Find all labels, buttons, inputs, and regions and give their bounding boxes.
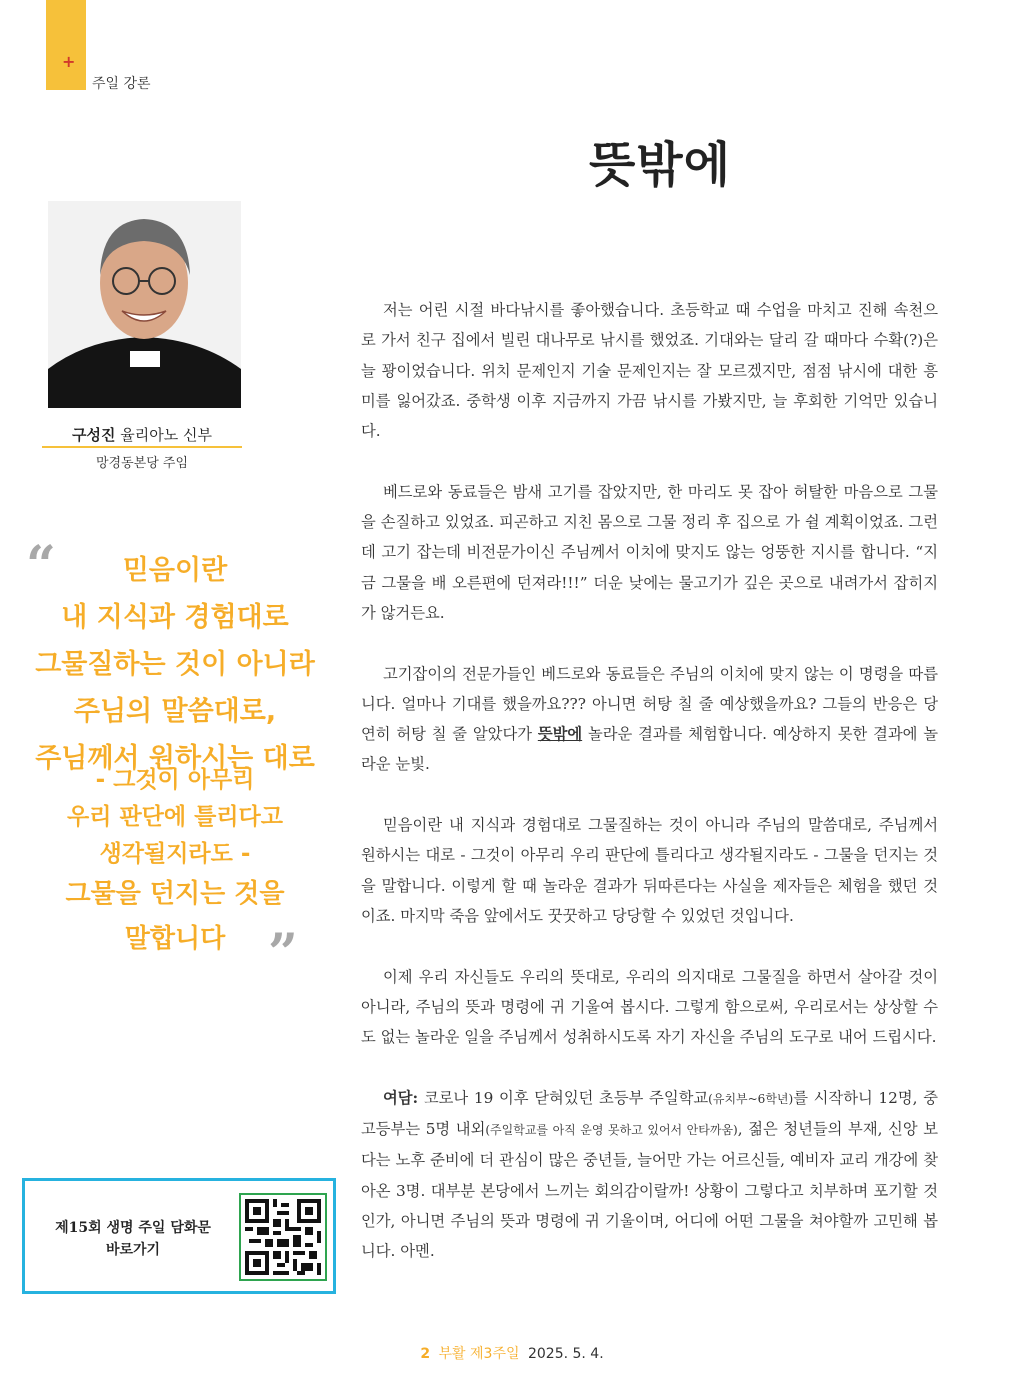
author-divider <box>42 446 242 448</box>
qr-link-text[interactable] <box>43 1217 223 1261</box>
afterword-paragraph <box>361 1083 938 1267</box>
pull-quote-line: 주님의 말씀대로, <box>73 696 277 727</box>
pull-quote-line: 내 지식과 경험대로 <box>61 602 289 633</box>
qr-code-icon[interactable] <box>239 1193 327 1281</box>
emphasis-text: 뜻밖에 <box>537 725 583 744</box>
author-name-text: 구성진 <box>72 426 116 444</box>
author-photo <box>48 201 241 408</box>
pull-quote-line: - 그것이 아무리 <box>95 767 255 793</box>
paragraph-3 <box>361 659 938 780</box>
open-quote-icon: “ <box>26 535 56 596</box>
pull-quote-aside <box>30 762 320 873</box>
page-number: 2 <box>420 1346 431 1362</box>
paragraph-3-start: 고기잡이의 전문가들인 베드로와 동료들은 주님의 이치에 맞지 않는 이 명령을 따릅니다. 얼마나 기대를 했을까요??? 아니면 허탕 칠 줄 예상했을까요? 그들의 반응은 당연히 허탕 칠 줄 알았다가 <box>361 664 938 744</box>
author-portrait-icon <box>48 201 241 408</box>
author-role: 망경동본당 주임 <box>95 456 189 471</box>
pull-quote-line: 생각될지라도 - <box>99 841 251 867</box>
qr-text-line: 바로가기 <box>105 1242 161 1258</box>
issue-date: 2025. 5. 4. <box>527 1346 604 1362</box>
paragraph-2: 베드로와 동료들은 밤새 고기를 잡았지만, 한 마리도 못 잡아 허탈한 마음으로 그물을 손질하고 있었죠. 피곤하고 지친 몸으로 그물 정리 후 집으로 가 쉴 계획이었죠. 그런데 고기 잡는데 비전문가이신 주님께서 이치에 맞지도 않는 엉뚱한 지시를 합니다. “지금 그물을 배 오른편에 던져라!!!” 더운 낮에는 물고기가 깊은 곳으로 내려가서 잡히지가 않거든요. <box>361 482 938 622</box>
pull-quote-line: 그물질하는 것이 아니라 <box>35 649 315 680</box>
qr-link-box[interactable] <box>22 1178 336 1294</box>
author-name <box>42 424 242 445</box>
header-tab-block <box>46 0 86 90</box>
page-footer <box>0 1343 1024 1363</box>
pull-quote-line: 말합니다 <box>124 924 226 954</box>
afterword-text: 를 시작하니 12명, 중고등부는 5명 내외 <box>361 1088 938 1139</box>
afterword-text: , 젊은 청년들의 부재, 신앙 보다는 노후 준비에 더 관심이 많은 중년들, 늘어만 가는 어르신들, 예비자 교리 개강에 찾아온 3명. 대부분 본당에서 느끼는 회의감이랄까! 상황이 그렇다고 치부하며 포기할 것인가, 아니면 주님의 뜻과 명령에 귀 기울이며, 어디에 어떤 그물을 쳐야할까 고민해 봅니다. 아멘. <box>361 1120 938 1261</box>
qr-code-graphic <box>241 1195 325 1279</box>
author-baptismal-name: 율리아노 신부 <box>120 426 212 444</box>
liturgical-season: 부활 제3주일 <box>438 1346 520 1362</box>
page-title: 뜻밖에 <box>588 137 732 193</box>
cross-icon: + <box>62 52 76 71</box>
paragraph-4: 믿음이란 내 지식과 경험대로 그물질하는 것이 아니라 주님의 말씀대로, 주님께서 원하시는 대로 - 그것이 아무리 우리 판단에 틀리다고 생각될지라도 - 그물을 던지는 것을 말합니다. 이렇게 할 때 놀라운 결과가 뒤따른다는 사실을 제자들은 체험을 했던 것이죠. 마지막 죽음 앞에서도 꿋꿋하고 당당할 수 있었던 것입니다. <box>361 816 938 925</box>
paragraph-1: 저는 어린 시절 바다낚시를 좋아했습니다. 초등학교 때 수업을 마치고 진해 속천으로 가서 친구 집에서 빌린 대나무로 낚시를 했었죠. 기대와는 달리 갈 때마다 수확(?)은 늘 꽝이었습니다. 위치 문제인지 기술 문제인지는 잘 모르겠지만, 점점 낚시에 대한 흥미를 잃어갔죠. 중학생 이후 지금까지 가끔 낚시를 가봤지만, 늘 후회한 기억만 있습니다. <box>361 301 939 441</box>
qr-text-line: 제15회 생명 주일 담화문 <box>55 1220 211 1236</box>
pull-quote-line: 우리 판단에 틀리다고 <box>67 804 283 830</box>
pull-quote-line: 그물을 던지는 것을 <box>65 879 285 909</box>
pull-quote-line: 믿음이란 <box>122 555 228 586</box>
afterword-note: (유치부~6학년) <box>708 1091 794 1106</box>
afterword-note: (주일학교를 아직 운영 못하고 있어서 안타까움) <box>485 1123 738 1138</box>
close-quote-icon: ” <box>268 923 298 984</box>
section-label: 주일 강론 <box>92 76 151 92</box>
article-body <box>361 295 938 1297</box>
pull-quote-line: 주님께서 원하시는 대로 <box>35 743 315 774</box>
afterword-label: 여담: <box>383 1088 419 1107</box>
pull-quote-main <box>30 547 320 782</box>
paragraph-5: 이제 우리 자신들도 우리의 뜻대로, 우리의 의지대로 그물질을 하면서 살아갈 것이 아니라, 주님의 뜻과 명령에 귀 기울여 봅시다. 그렇게 함으로써, 우리로서는 상상할 수도 없는 놀라운 일을 주님께서 성취하시도록 자기 자신을 주님의 도구로 내어 드립시다. <box>361 967 938 1047</box>
paragraph-3-end: 놀라운 결과를 체험합니다. 예상하지 못한 결과에 놀라운 눈빛. <box>361 725 938 774</box>
afterword-text: 코로나 19 이후 닫혀있던 초등부 주일학교 <box>418 1088 709 1107</box>
